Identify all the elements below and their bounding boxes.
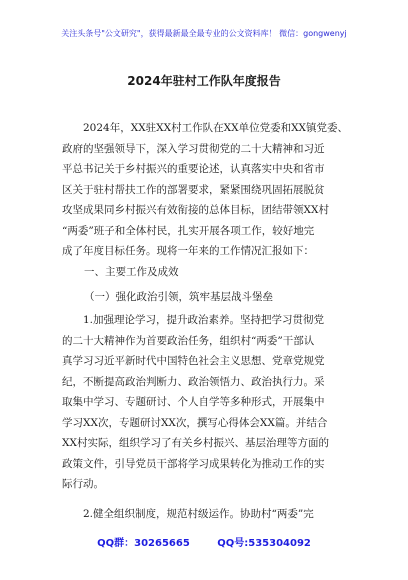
intro-line: 成了年度目标任务。现将一年来的工作情况汇报如下：	[62, 245, 314, 257]
section-heading: 一、主要工作及成效	[84, 266, 179, 278]
subsection-heading: （一）强化政治引领，筑牢基层战斗堡垒	[84, 291, 273, 303]
item1-paragraph	[62, 310, 352, 495]
item1-line: 取集中学习、专题研讨、个人自学等多种形式，开展集中	[62, 396, 325, 408]
item1-line: 际行动。	[62, 478, 104, 490]
intro-paragraph	[62, 118, 352, 262]
intro-line: “两委”班子和全体村民，扎实开展各项工作，较好地完	[62, 224, 315, 237]
item1-line: XX村实际，组织学习了有关乡村振兴、基层治理等方面的	[62, 437, 329, 449]
qq-number: QQ号:535304092	[217, 538, 311, 549]
intro-line: 区关于驻村帮扶工作的部署要求，紧紧围绕巩固拓展脱贫	[62, 183, 325, 196]
item1-line: 纪，不断提高政治判断力、政治领悟力、政治执行力。采	[62, 375, 325, 388]
item1-line: 的二十大精神作为首要政治任务，组织村“两委”干部认	[62, 334, 315, 347]
intro-line: 平总书记关于乡村振兴的重要论述，认真落实中央和省市	[62, 163, 325, 175]
contact-footer	[0, 534, 408, 549]
item2-line: 2.健全组织制度，规范村级运作。协助村“两委”完	[83, 508, 314, 520]
item1-line: 政策文件，引导党员干部将学习成果转化为推动工作的实	[62, 457, 325, 470]
qq-group: QQ群：30265665	[97, 538, 190, 549]
intro-line: 2024年，XX驻XX村工作队在XX单位党委和XX镇党委、	[83, 122, 349, 134]
intro-line: 政府的坚强领导下，深入学习贯彻党的二十大精神和习近	[62, 142, 325, 155]
promo-banner: 关注头条号"公文研究"，获得最新最全最专业的公文资料库！ 微信：gongwenyj	[61, 29, 347, 38]
item1-line: 真学习习近平新时代中国特色社会主义思想、党章党规党	[62, 355, 325, 367]
item2-paragraph	[62, 504, 352, 525]
item1-line: 学习XX次，专题研讨XX次，撰写心得体会XX篇。并结合	[62, 416, 328, 429]
document-title: 2024年驻村工作队年度报告	[127, 74, 281, 88]
item1-line: 1.加强理论学习，提升政治素养。坚持把学习贯彻党	[83, 314, 325, 326]
intro-line: 攻坚成果同乡村振兴有效衔接的总体目标，团结带领XX村	[62, 204, 329, 216]
